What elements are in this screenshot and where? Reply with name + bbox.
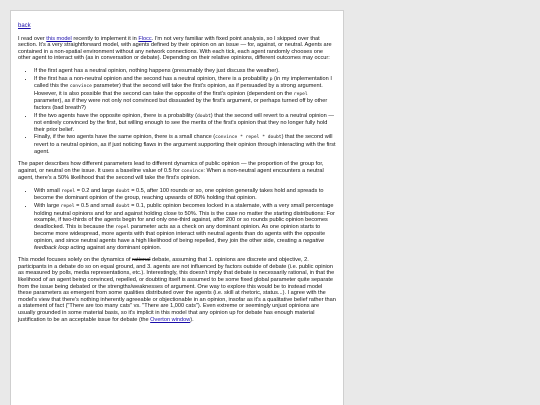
text: I read over — [18, 35, 47, 42]
list-item — [34, 113, 336, 134]
code-formula: convince * repel * doubt — [215, 135, 282, 141]
code-convince: convince — [69, 84, 92, 90]
text: If the two agents have the opposite opinion, there is a probability ( — [34, 112, 197, 119]
this-model-link[interactable]: this model — [46, 35, 72, 42]
list-item — [34, 76, 336, 112]
text: . I'm not very familiar with fixed point analysis, so I skipped over that section. It's a very straightforward model, with agents defined by their opinion on an issue — for, against, or neutral. Agents are contained in a non-spatial environment without any network connections. With each tick, each agent randomly chooses one other agent to interact with (as in conversation or debate). Depending on their relative opinions, different outcomes may occur: — [18, 35, 332, 62]
text: acting against any dominant opinion. — [68, 244, 162, 251]
code-repel: repel — [293, 91, 308, 97]
text: With small — [34, 187, 62, 194]
code-doubt: doubt — [115, 188, 130, 194]
code-doubt: doubt — [196, 113, 211, 119]
code-p: p — [269, 76, 273, 82]
text: (in my implementation I called this the — [34, 75, 332, 90]
emphasis: negative feedback loop — [34, 238, 325, 251]
parameters-paragraph — [18, 161, 336, 182]
flocc-link[interactable]: Flocc — [138, 35, 152, 42]
text: parameter) that the second will take the first's opinion, as if persuaded by a strong argument. However, it is also possible that the second can take the opposite of the first's opinion (dependent on the — [34, 83, 323, 97]
parameter-cases-list — [18, 188, 336, 251]
text: ). — [190, 316, 194, 323]
text: ) that the second will revert to a neutral opinion, as if just noticing flaws in the argument supporting their opinion through interacting with the first agent. — [34, 134, 336, 155]
text: Finally, if the two agents have the same opinion, there is a small chance ( — [34, 134, 216, 141]
code-convince: convince — [181, 168, 204, 174]
list-item — [34, 134, 336, 155]
code-doubt: doubt — [115, 204, 130, 210]
code-repel: repel — [115, 224, 130, 230]
text: With large — [34, 203, 61, 210]
text: = 0.5 and small — [74, 203, 116, 210]
list-item — [34, 188, 336, 202]
article-page — [10, 10, 344, 405]
text: If the first has a non-neutral opinion and the second has a neutral opinion, there is a probability — [34, 75, 270, 82]
text: recently to implement it in — [71, 35, 139, 42]
back-link[interactable]: back — [18, 23, 31, 29]
text: The paper describes how different parameters lead to different dynamics of public opinion — the proportion of the group for, against, or neutral on the issue. It uses a baseline value of 0.5 for — [18, 161, 324, 174]
code-repel: repel — [61, 188, 76, 194]
text: If the first agent has a neutral opinion, nothing happens (presumably they just discuss the weather). — [34, 67, 280, 74]
text: = 0.2 and large — [75, 187, 116, 194]
text: = 0.1, public opinion becomes locked in a stalemate, with a very small percentage holding neutral opinions and for and against holding close to 50%. This is the case no matter the starting distributions: For example, if two-thirds of the agents begin for and only one-third against, after 200 or so rounds public opinion becomes deadlocked. This is because the — [34, 203, 335, 230]
text: parameter acts as a check on any dominant opinion. As one opinion starts to become more widespread, more agents with that opinion interact with neutral agents than do agents with the opposite opinion, and since neutral agents have a high likelihood of being repelled, they join the other side, creating a — [34, 223, 326, 245]
struck-word: rational — [132, 257, 151, 264]
discussion-paragraph — [18, 257, 336, 323]
intro-paragraph — [18, 36, 336, 62]
text: This model focuses solely on the dynamics of — [18, 257, 133, 264]
text: ) that the second will revert to a neutral opinion — not entirely convinced by the first, but willing enough to see the merits of the first's opinion that they no longer fully hold their prior belief. — [34, 112, 334, 133]
overton-window-link[interactable]: Overton window — [150, 316, 191, 323]
text: parameter), as if they were not only not convinced but dissuaded by the first's argument, or perhaps turned off by other factors (bad breath?) — [34, 98, 328, 111]
text: : When a non-neutral agent encounters a neutral agent, there's a 50% likelihood that the second will take the first's opinion. — [18, 167, 324, 182]
text: = 0.5, after 100 rounds or so, one opinion generally takes hold and spreads to become the dominant opinion of the group, reaching upwards of 80% holding that opinion. — [34, 187, 324, 202]
code-repel: repel — [60, 204, 75, 210]
text: debate, assuming that 1. opinions are discrete and objective, 2. participants in a debate do so on equal ground, and 3. agents are not influenced by factors outside of debate (i.e. public opinion as measured by polls, media representations, etc.). Interestingly, this doesn't imply that debate is necessarily rational, in that the likelihood of an agent being convinced, repelled, or doubting itself is assumed to be some fixed global parameter quite separate from the issue being debated or the strengths/weaknesses of argument. One way to explore this would be to instead model these parameters as emergent from some qualities distributed over the agents (i.e. skill at rhetoric, status...). I agree with the model's view that there's nothing inherently agreeable or objectionable in an opinion, insofar as it's a qualitative belief rather than a statement of fact ("There are too many cats" vs. "There are 1,000 cats"). Even extreme or seemingly unjust opinions are usually grounded in some material basis, so it's implicit in this model that any opinion up for debate has enough material justification to be an acceptable issue for debate (the — [18, 257, 336, 323]
list-item — [34, 203, 336, 251]
interaction-rules-list — [18, 68, 336, 155]
list-item — [34, 68, 336, 75]
